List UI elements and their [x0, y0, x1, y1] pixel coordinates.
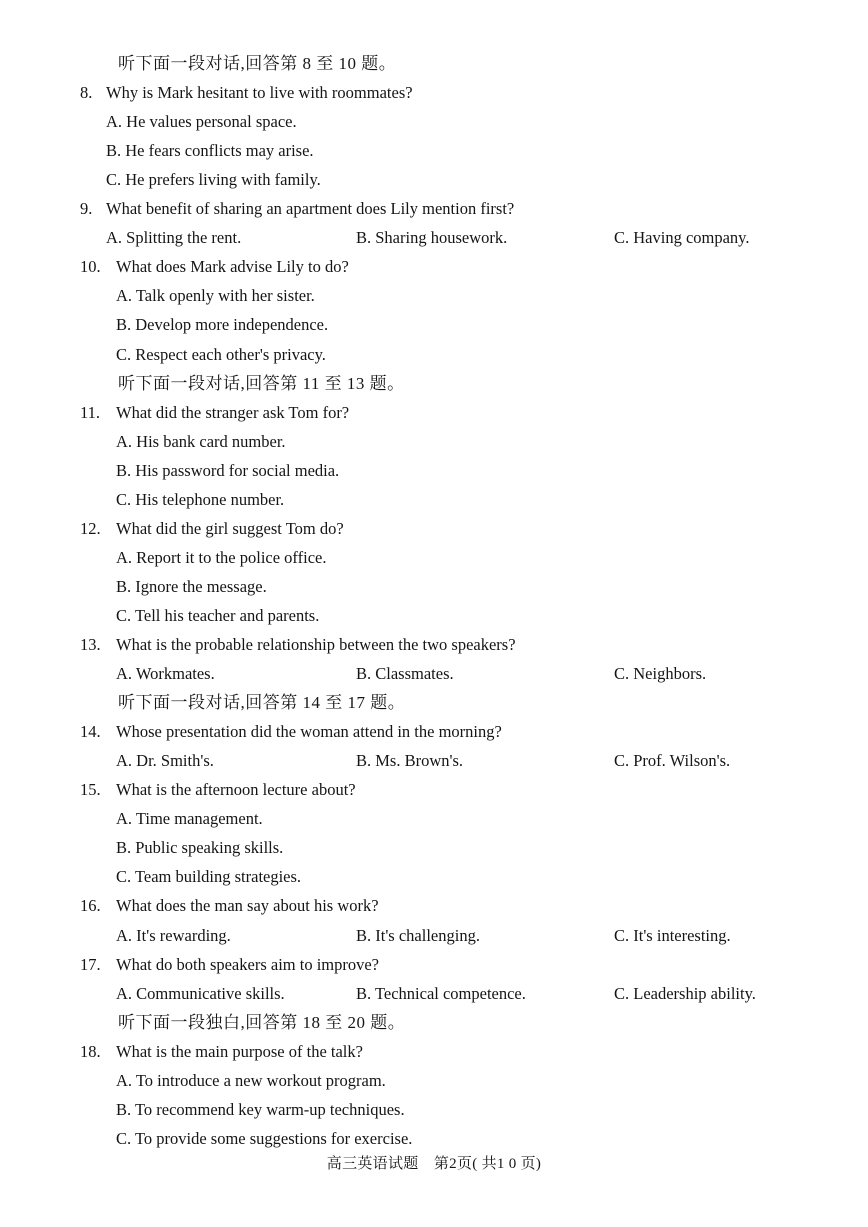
option-text: B. Ignore the message.: [116, 577, 267, 596]
question-line: [0, 775, 868, 804]
question-number: 16.: [80, 896, 101, 915]
option-c: C. It's interesting.: [614, 926, 731, 945]
question-line: [0, 398, 868, 427]
question-text: What is the afternoon lecture about?: [116, 780, 356, 799]
section-instruction: [0, 369, 868, 398]
question-number: 11.: [80, 403, 101, 422]
option-text: B. His password for social media.: [116, 461, 340, 480]
question-text: What do both speakers aim to improve?: [116, 955, 380, 974]
option-line: [0, 281, 868, 310]
option-text: C. He prefers living with family.: [106, 170, 321, 189]
option-line: [0, 136, 868, 165]
question-line: [0, 514, 868, 543]
option-c: C. Having company.: [614, 228, 750, 247]
question-line: [0, 950, 868, 979]
question-number: 14.: [80, 722, 101, 741]
option-a: A. Workmates.: [116, 664, 215, 683]
option-text: C. Tell his teacher and parents.: [116, 606, 320, 625]
question-text: What does the man say about his work?: [116, 896, 379, 915]
option-text: A. His bank card number.: [116, 432, 286, 451]
option-text: B. To recommend key warm-up techniques.: [116, 1100, 405, 1119]
option-text: A. To introduce a new workout program.: [116, 1071, 386, 1090]
option-a: A. Splitting the rent.: [106, 228, 242, 247]
option-text: A. Time management.: [116, 809, 263, 828]
question-number: 8.: [80, 83, 93, 102]
option-line: [0, 804, 868, 833]
option-line: [0, 340, 868, 369]
option-text: C. Team building strategies.: [116, 867, 302, 886]
question-number: 18.: [80, 1042, 101, 1061]
question-text: What benefit of sharing an apartment does Lily mention first?: [106, 199, 515, 218]
question-text: What did the girl suggest Tom do?: [116, 519, 344, 538]
instruction-text: 听下面一段对话,回答第 14 至 17 题。: [118, 693, 406, 712]
option-c: C. Prof. Wilson's.: [614, 751, 731, 770]
question-line: [0, 630, 868, 659]
option-line: [0, 572, 868, 601]
option-line: [0, 543, 868, 572]
question-line: [0, 1037, 868, 1066]
instruction-text: 听下面一段独白,回答第 18 至 20 题。: [118, 1013, 406, 1032]
option-line: [0, 485, 868, 514]
section-instruction: [0, 688, 868, 717]
option-text: A. Report it to the police office.: [116, 548, 327, 567]
option-line: [0, 456, 868, 485]
question-line: [0, 78, 868, 107]
instruction-text: 听下面一段对话,回答第 8 至 10 题。: [118, 54, 397, 73]
option-line: [0, 1066, 868, 1095]
option-line: [0, 165, 868, 194]
question-text: Why is Mark hesitant to live with roommates?: [106, 83, 413, 102]
option-text: C. Respect each other's privacy.: [116, 345, 326, 364]
option-b: B. Classmates.: [356, 664, 454, 683]
question-line: [0, 891, 868, 920]
question-text: What did the stranger ask Tom for?: [116, 403, 350, 422]
option-a: A. It's rewarding.: [116, 926, 231, 945]
instruction-text: 听下面一段对话,回答第 11 至 13 题。: [118, 374, 405, 393]
option-text: A. Talk openly with her sister.: [116, 286, 315, 305]
question-number: 10.: [80, 257, 101, 276]
option-line: [0, 601, 868, 630]
option-text: B. Develop more independence.: [116, 315, 329, 334]
option-line: [0, 427, 868, 456]
question-text: What is the probable relationship between the two speakers?: [116, 635, 516, 654]
section-instruction: [0, 1008, 868, 1037]
options-row: [0, 921, 868, 950]
option-line: [0, 833, 868, 862]
question-text: What does Mark advise Lily to do?: [116, 257, 349, 276]
option-text: B. Public speaking skills.: [116, 838, 284, 857]
page-footer-text: 高三英语试题 第2页( 共1 0 页): [326, 1156, 542, 1172]
option-line: [0, 1095, 868, 1124]
option-c: C. Leadership ability.: [614, 984, 756, 1003]
question-text: Whose presentation did the woman attend in the morning?: [116, 722, 502, 741]
question-line: [0, 252, 868, 281]
option-a: A. Dr. Smith's.: [116, 751, 214, 770]
option-line: [0, 310, 868, 339]
options-row: [0, 979, 868, 1008]
option-c: C. Neighbors.: [614, 664, 707, 683]
question-number: 15.: [80, 780, 101, 799]
page-footer: [0, 1150, 868, 1179]
option-b: B. Ms. Brown's.: [356, 751, 464, 770]
question-number: 12.: [80, 519, 101, 538]
options-row: [0, 659, 868, 688]
option-a: A. Communicative skills.: [116, 984, 285, 1003]
option-text: C. His telephone number.: [116, 490, 285, 509]
section-instruction: [0, 49, 868, 78]
options-row: [0, 746, 868, 775]
option-text: A. He values personal space.: [106, 112, 297, 131]
option-b: B. It's challenging.: [356, 926, 480, 945]
question-number: 9.: [80, 199, 93, 218]
options-row: [0, 223, 868, 252]
question-line: [0, 717, 868, 746]
option-line: [0, 1124, 868, 1153]
option-line: [0, 107, 868, 136]
question-number: 13.: [80, 635, 101, 654]
option-text: B. He fears conflicts may arise.: [106, 141, 314, 160]
option-b: B. Sharing housework.: [356, 228, 508, 247]
question-text: What is the main purpose of the talk?: [116, 1042, 363, 1061]
option-text: C. To provide some suggestions for exercise.: [116, 1129, 413, 1148]
option-line: [0, 862, 868, 891]
option-b: B. Technical competence.: [356, 984, 526, 1003]
question-number: 17.: [80, 955, 101, 974]
question-line: [0, 194, 868, 223]
